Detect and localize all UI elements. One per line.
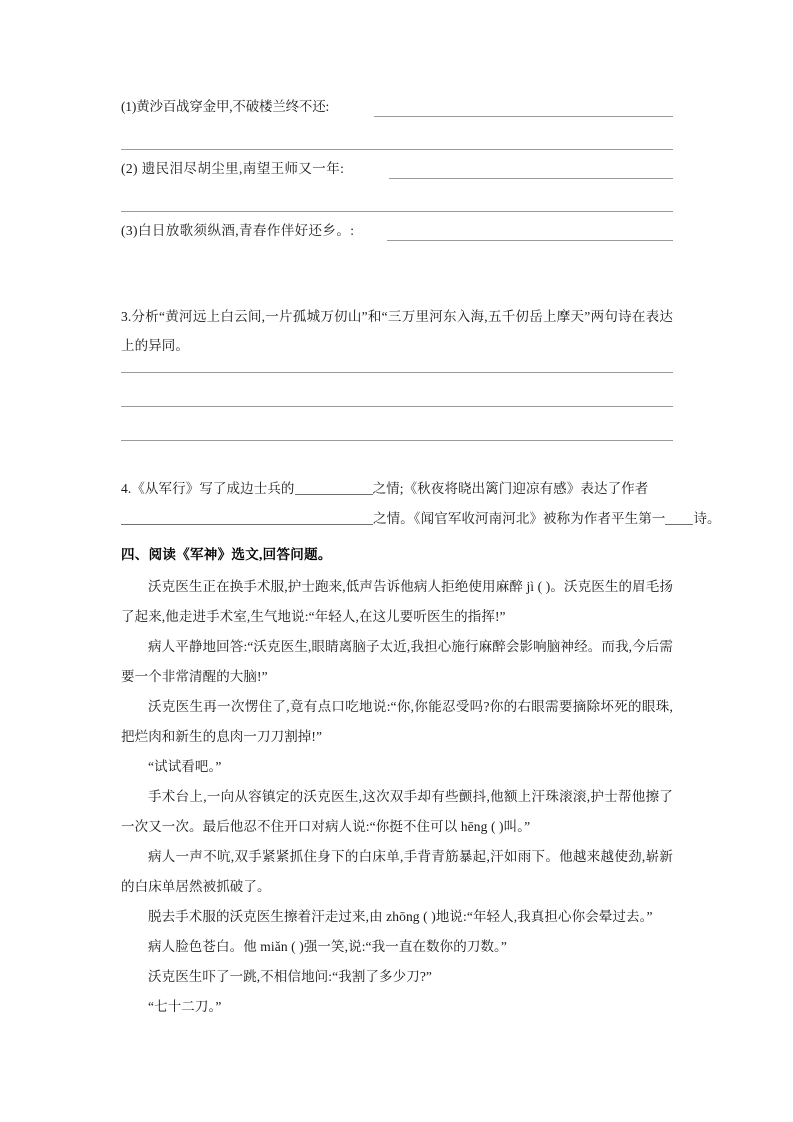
paragraph-text: ( )。沃克医生的眉毛扬了起来,他走进手术室,生气地说:“年轻人,在这儿要听医生的指挥!”: [121, 579, 673, 624]
paragraph-text: 病人平静地回答:“沃克医生,眼睛离脑子太近,我担心施行麻醉会影响脑神经。而我,今后需要一个非常清醒的大脑!”: [121, 639, 673, 684]
question-4-text-after: 之情;《秋夜将晓出篱门迎凉有感》表达了作者: [372, 481, 649, 496]
paragraph-text: 沃克医生正在换手术服,护士跑来,低声告诉他病人拒绝使用麻醉: [148, 579, 527, 594]
passage-paragraph-10: [121, 992, 673, 1022]
question-4-line-2: [121, 504, 721, 534]
pinyin-annotation: hēng: [460, 819, 488, 834]
fill-in-item-3: [121, 220, 673, 282]
question-4-blank-2[interactable]: [121, 509, 373, 525]
fill-in-item-3-text: (3)白日放歌须纵酒,青春作伴好还乡。:: [121, 223, 355, 238]
fill-in-item-1: [121, 96, 673, 158]
question-4-blank-3[interactable]: [665, 509, 693, 525]
question-3: [121, 302, 673, 441]
question-4-line-1: [121, 474, 673, 504]
passage-paragraph-7: [121, 902, 673, 932]
paragraph-text: 病人一声不吭,双手紧紧抓住身下的白床单,手背青筋暴起,汗如雨下。他越来越使劲,崭新的白床单居然被抓破了。: [121, 849, 673, 894]
fill-in-item-1-answer-rule[interactable]: [374, 116, 673, 117]
passage-paragraph-4: [121, 752, 673, 782]
fill-in-item-2: [121, 158, 673, 220]
passage-paragraph-6: [121, 842, 673, 902]
question-3-text: 3.分析“黄河远上白云间,一片孤城万仞山”和“三万里河东入海,五千仞岳上摩天”两句诗在表达上的异同。: [121, 309, 673, 353]
fill-in-item-2-answer-rule[interactable]: [389, 178, 673, 179]
question-4-blank-1[interactable]: [295, 479, 373, 495]
question-4-text-end: 诗。: [693, 511, 721, 526]
answer-line[interactable]: [121, 440, 673, 441]
pinyin-annotation: miǎn: [260, 939, 288, 954]
paragraph-text: 脱去手术服的沃克医生擦着汗走过来,由: [148, 909, 387, 924]
passage-paragraph-3: [121, 692, 673, 752]
reading-passage: [121, 572, 673, 1022]
passage-paragraph-9: [121, 962, 673, 992]
fill-in-item-2-underrule: [121, 211, 673, 212]
paragraph-text: 沃克医生吓了一跳,不相信地问:“我割了多少刀?”: [148, 969, 433, 984]
paragraph-text: 手术台上,一向从容镇定的沃克医生,这次双手却有些颤抖,他额上汗珠滚滚,护士帮他擦了一次又一次。最后他忍不住开口对病人说:“你挺不住可以: [121, 789, 673, 834]
fill-in-item-1-text: (1)黄沙百战穿金甲,不破楼兰终不还:: [121, 99, 330, 114]
answer-line[interactable]: [121, 406, 673, 407]
answer-line[interactable]: [121, 372, 673, 373]
question-3-answer-area: [121, 372, 673, 441]
paragraph-text: ( )叫。”: [487, 819, 531, 834]
paragraph-text: ( )强一笑,说:“我一直在数你的刀数。”: [287, 939, 507, 954]
paragraph-text: “试试看吧。”: [148, 759, 222, 774]
paragraph-text: ( )地说:“年轻人,我真担心你会晕过去。”: [419, 909, 653, 924]
paragraph-text: 沃克医生再一次愣住了,竟有点口吃地说:“你,你能忍受吗?你的右眼需要摘除坏死的眼珠,把烂肉和新生的息肉一刀刀割掉!”: [121, 699, 673, 744]
passage-paragraph-2: [121, 632, 673, 692]
section-four-heading: 四、阅读《军神》选文,回答问题。: [121, 547, 332, 562]
passage-paragraph-5: [121, 782, 673, 842]
paragraph-text: 病人脸色苍白。他: [148, 939, 261, 954]
paragraph-text: “七十二刀。”: [148, 999, 222, 1014]
question-4: [121, 474, 721, 534]
pinyin-annotation: jì: [526, 579, 535, 594]
passage-paragraph-1: [121, 572, 673, 632]
fill-in-item-1-underrule: [121, 149, 673, 150]
page-content: [121, 96, 721, 1022]
passage-paragraph-8: [121, 932, 673, 962]
pinyin-annotation: zhōng: [386, 909, 420, 924]
fill-in-item-2-text: (2) 遗民泪尽胡尘里,南望王师又一年:: [121, 161, 345, 176]
fill-in-item-3-answer-rule[interactable]: [387, 240, 673, 241]
question-4-text-before: 4.《从军行》写了成边士兵的: [121, 481, 295, 496]
question-4-text-after-2: 之情。《闻官军收河南河北》被称为作者平生第一: [373, 511, 666, 526]
